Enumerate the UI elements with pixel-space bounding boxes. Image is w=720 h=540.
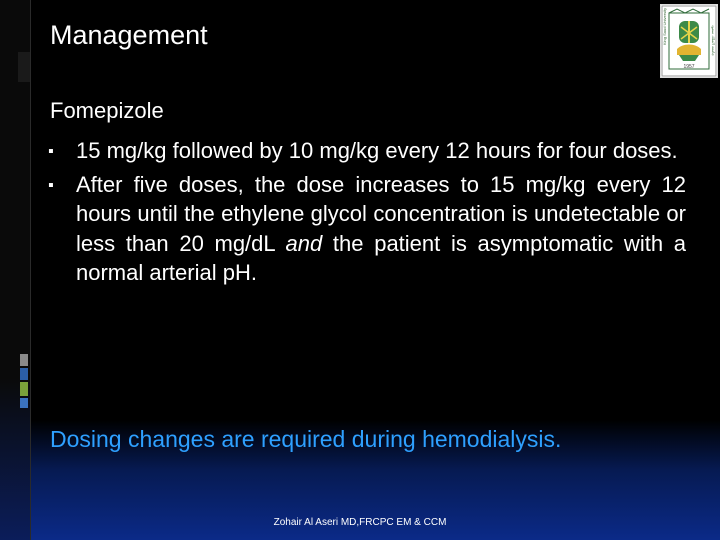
svg-text:King Saud University: King Saud University [662,7,667,45]
seal-icon [661,5,717,77]
dosing-bullets [48,136,686,292]
bullet-text: 15 mg/kg followed by 10 mg/kg every 12 hours for four doses. [76,138,678,163]
decor-block-gray [20,354,28,366]
bullet-text: After five doses, the dose increases to 15 mg/kg every 12 hours until the ethylene glycol concentration is undetectable or less than 20 mg/dL and the patient is asymptomatic with a normal arterial pH. [76,171,686,285]
bullet-item [48,170,686,288]
square-bullet-icon: ▪ [48,176,54,194]
drug-heading: Fomepizole [50,98,164,123]
bullet-item [48,136,686,166]
slide-title: Management [50,20,208,50]
university-seal-logo [660,4,718,78]
left-divider [30,0,31,540]
presenter-footer: Zohair Al Aseri MD,FRCPC EM & CCM [273,517,447,528]
decor-block-blue2 [20,398,28,408]
decor-block [18,52,30,82]
square-bullet-icon: ▪ [48,143,54,160]
seal-year: 1957 [683,64,695,70]
decor-block-blue [20,368,28,380]
svg-text:جامعة الملك سعود: جامعة الملك سعود [711,25,716,56]
decor-block-green [20,382,28,396]
hemodialysis-note: Dosing changes are required during hemodialysis. [50,426,562,452]
